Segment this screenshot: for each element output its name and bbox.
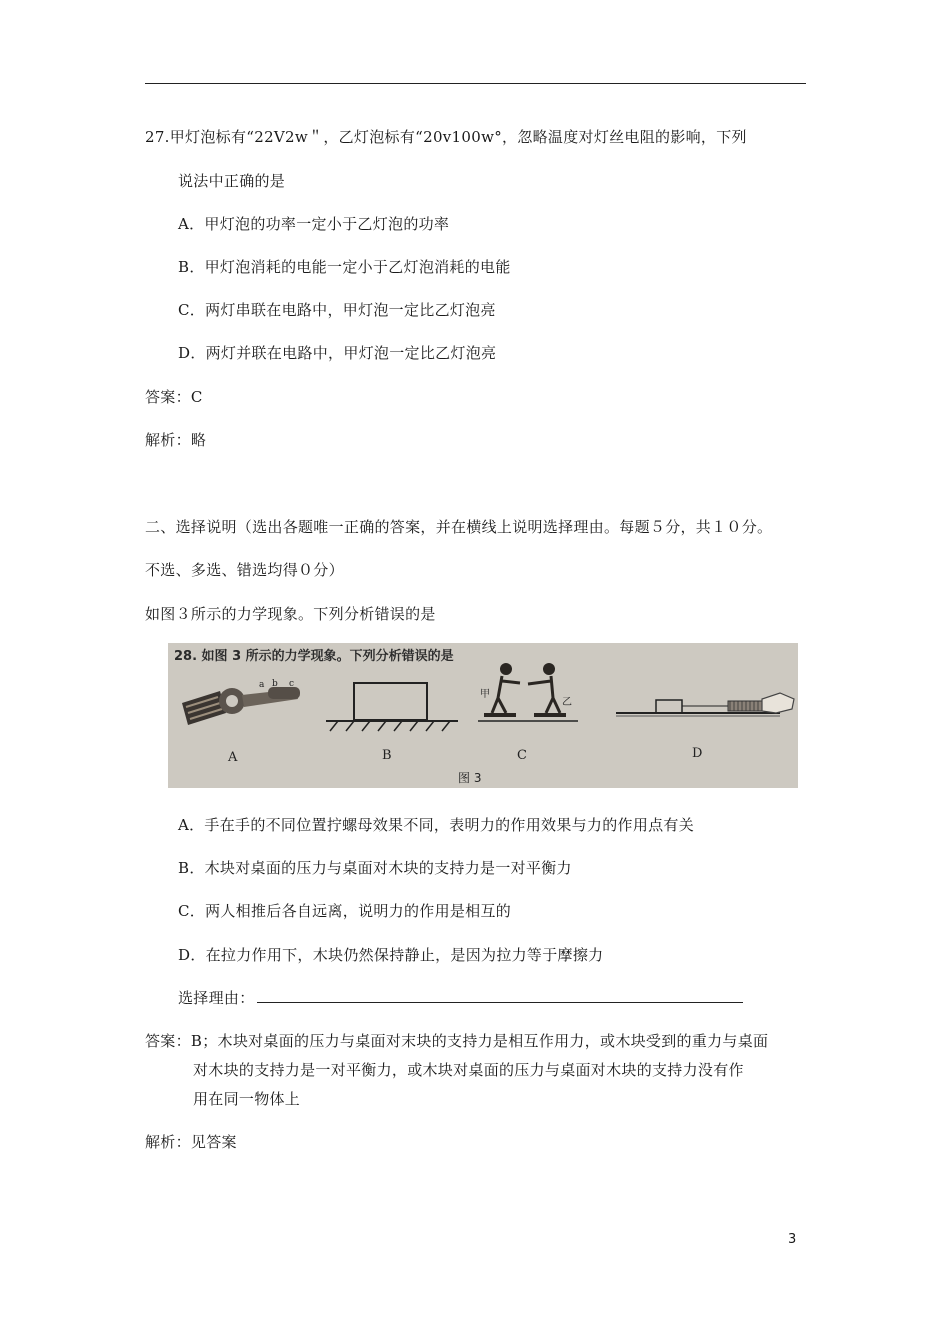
q27-option-b: B．甲灯泡消耗的电能一定小于乙灯泡消耗的电能 — [178, 258, 511, 276]
q28-analysis: 解析：见答案 — [145, 1133, 237, 1151]
q27-option-a: A．甲灯泡的功率一定小于乙灯泡的功率 — [178, 215, 450, 233]
section2-heading-line1: 二、选择说明（选出各题唯一正确的答案，并在横线上说明选择理由。每题５分，共１０分。 — [145, 518, 773, 536]
q28-option-a: A．手在手的不同位置拧螺母效果不同，表明力的作用效果与力的作用点有关 — [178, 816, 695, 834]
q27-stem-line2: 说法中正确的是 — [178, 172, 286, 190]
figure-caption: 图 3 — [458, 771, 482, 785]
q28-reason-row — [178, 988, 743, 1008]
person-label-yi: 乙 — [562, 697, 572, 708]
section2-heading-line2: 不选、多选、错选均得０分） — [145, 561, 344, 579]
q27-option-c: C．两灯串联在电路中，甲灯泡一定比乙灯泡亮 — [178, 301, 496, 319]
q28-intro: 如图３所示的力学现象。下列分析错误的是 — [145, 605, 436, 623]
q28-option-d: D．在拉力作用下，木块仍然保持静止，是因为拉力等于摩擦力 — [178, 946, 604, 964]
q28-option-c: C．两人相推后各自远离，说明力的作用是相互的 — [178, 902, 512, 920]
figure-title: 28. 如图 3 所示的力学现象。下列分析错误的是 — [174, 649, 454, 664]
q27-analysis: 解析：略 — [145, 431, 207, 449]
page-number: 3 — [788, 1232, 797, 1247]
reason-answer-line[interactable] — [257, 988, 743, 1003]
reason-label: 选择理由： — [178, 989, 255, 1007]
q28-answer-line1: 答案：B；木块对桌面的压力与桌面对末块的支持力是相互作用力，或木块受到的重力与桌面 — [145, 1032, 769, 1050]
figure-3-drawing — [168, 643, 798, 788]
panel-label-a: A — [228, 750, 238, 765]
figure-3 — [168, 643, 798, 788]
wrench-label-a: a — [259, 680, 265, 690]
header-rule — [145, 83, 806, 84]
q27-answer: 答案：C — [145, 388, 203, 406]
q28-option-b: B．木块对桌面的压力与桌面对木块的支持力是一对平衡力 — [178, 859, 572, 877]
q28-answer-line2: 对木块的支持力是一对平衡力，或木块对桌面的压力与桌面对木块的支持力没有作 — [193, 1061, 744, 1079]
wrench-label-c: c — [289, 679, 295, 689]
panel-label-d: D — [692, 746, 703, 761]
wrench-label-b: b — [272, 679, 278, 689]
panel-label-b: B — [382, 748, 392, 763]
q27-option-d: D．两灯并联在电路中，甲灯泡一定比乙灯泡亮 — [178, 344, 497, 362]
q28-answer-line3: 用在同一物体上 — [193, 1090, 301, 1108]
person-label-jia: 甲 — [480, 689, 490, 700]
panel-label-c: C — [517, 748, 527, 763]
q27-stem-line1: 27.甲灯泡标有“22V2w＂，乙灯泡标有“20v100w°，忽略温度对灯丝电阻的影响，下列 — [145, 128, 747, 146]
